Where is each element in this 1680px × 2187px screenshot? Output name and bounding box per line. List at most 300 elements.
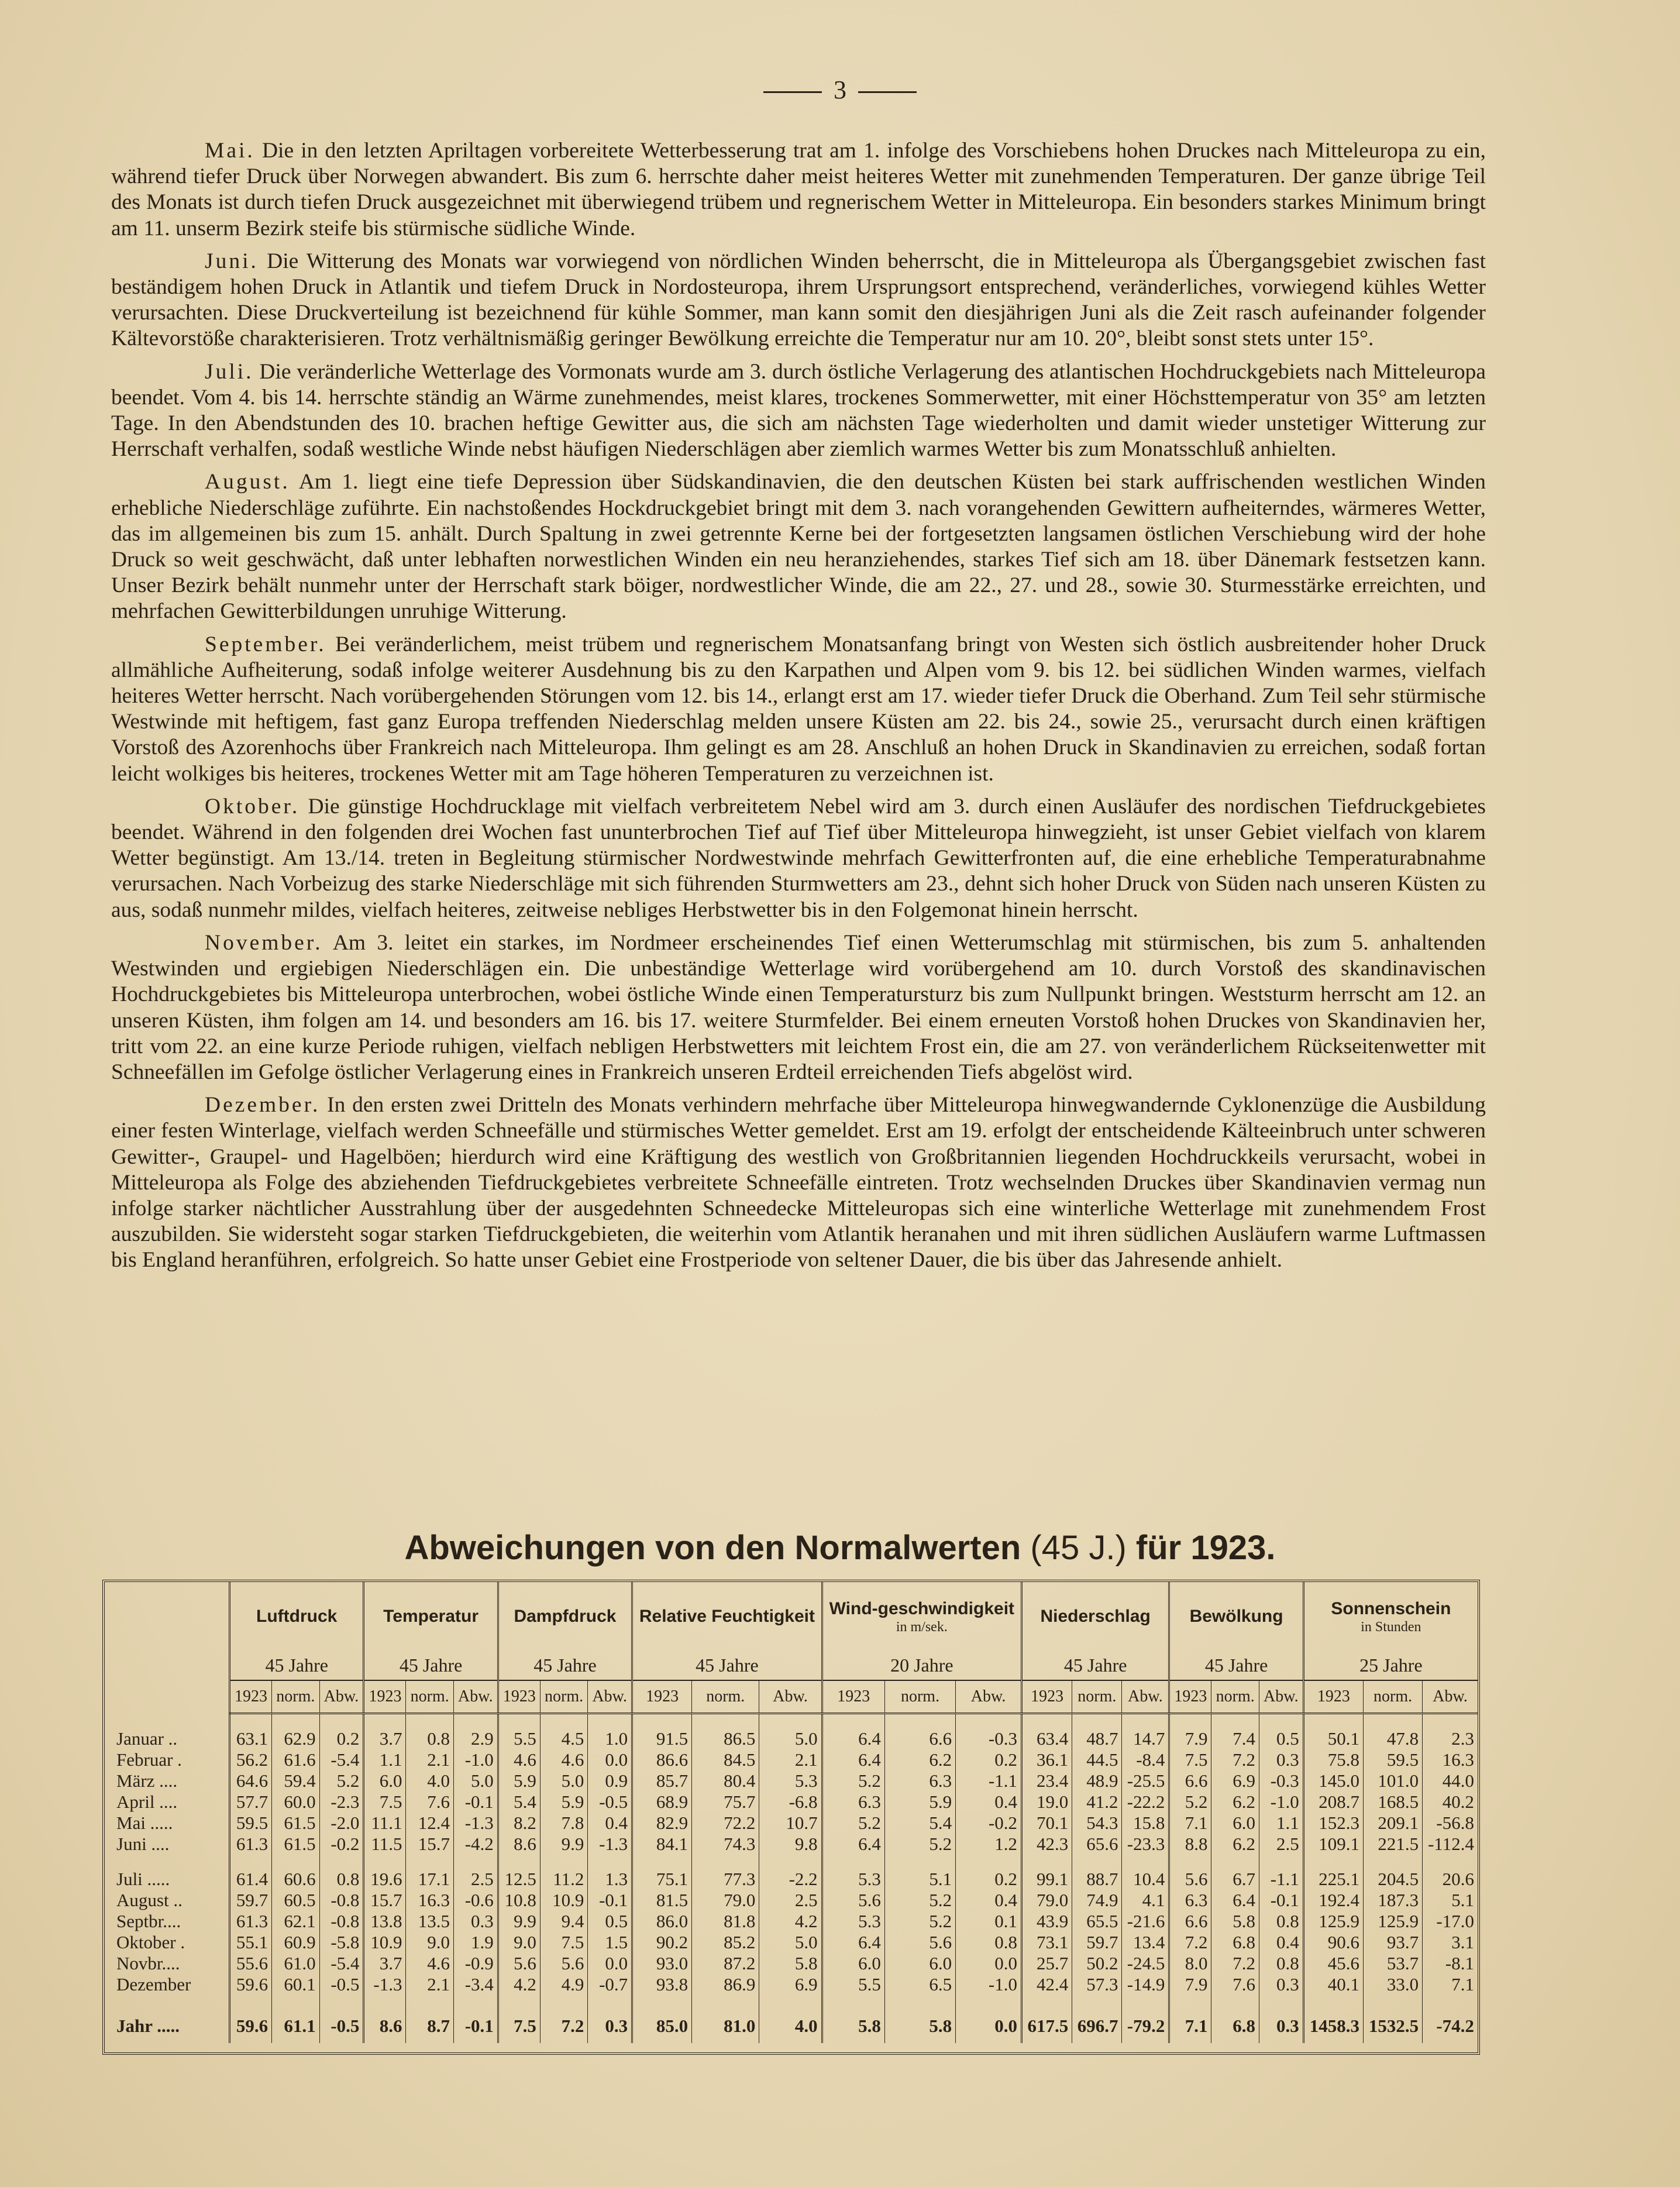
table-cell: 5.8	[759, 1953, 822, 1974]
table-cell: 57.7	[230, 1791, 272, 1813]
table-cell: 7.5	[364, 1791, 406, 1813]
table-cell: 8.0	[1169, 1953, 1211, 1974]
subcolumn-header: Abw.	[319, 1680, 364, 1714]
table-cell: 53.7	[1363, 1953, 1422, 1974]
table-cell: 86.0	[632, 1911, 692, 1932]
paragraph-text: Die veränderliche Wetterlage des Vormonats wurde am 3. durch östliche Verlagerung des atlantischen Hochdruckgebiets nach Mitteleuropa beendet. Vom 4. bis 14. herrschte ständig an Wärme zunehmendes, meist klares, trockenes Sommerwetter, mit einer Höchsttemperatur von 35° am letzten Tage. In den Abendstunden des 10. brachen heftige Gewitter aus, die sich am nächsten Tage wiederholten und damit wieder unstetiger Witterung zur Herrschaft verhalfen, sodaß westliche Winde nebst häufigen Niederschlägen aber ziemlich warmes Wetter bis zum Monatsschluß anhielten.	[111, 359, 1486, 462]
table-cell: 10.9	[364, 1932, 406, 1953]
table-cell: 9.8	[759, 1834, 822, 1855]
paragraph-text: Die in den letzten Apriltagen vorbereitete Wetterbesserung trat am 1. infolge des Vorschiebens hohen Druckes nach Mitteleuropa zu ein, während tiefer Druck über Norwegen abwandert. Bis zum 6. herrschte daher meist heiteres Wetter mit zunehmenden Temperaturen. Der ganze übrige Teil des Monats ist durch tiefen Druck ausgezeichnet mit überwiegend trübem und regnerischem Wetter in Mitteleuropa. Ein besonders starkes Minimum bringt am 11. unserm Bezirk steife bis stürmische südliche Winde.	[111, 139, 1486, 240]
table-cell: 0.3	[1259, 1749, 1303, 1770]
table-cell: 61.5	[272, 1813, 319, 1834]
table-cell: 74.9	[1072, 1890, 1122, 1911]
group-name: Niederschlag	[1040, 1607, 1151, 1626]
table-cell: 60.6	[272, 1869, 319, 1890]
table-cell: 1.5	[588, 1932, 632, 1953]
table-cell: 15.7	[406, 1834, 453, 1855]
table-cell: 5.3	[759, 1770, 822, 1791]
table-cell: 10.7	[759, 1813, 822, 1834]
table-cell: 5.8	[884, 2009, 955, 2043]
table-cell: 56.2	[230, 1749, 272, 1770]
table-cell: 6.4	[822, 1932, 884, 1953]
column-group-header	[1303, 1582, 1478, 1651]
table-row	[105, 1813, 1478, 1834]
table-cell: 0.4	[588, 1813, 632, 1834]
table-cell: 61.3	[230, 1911, 272, 1932]
paragraph-text: Am 1. liegt eine tiefe Depression über Südskandinavien, die den deutschen Küsten bei stark auffrischenden westlichen Winden erhebliche Niederschläge zuführte. Ein nachstoßendes Hockdruckgebiet bringt mit dem 3. nach vorangehenden Gewittern aufheiterndes, wärmeres Wetter, das im allgemeinen bis zum 15. anhält. Durch Spaltung in zwei getrennte Kerne bei der fortgesetzten langsamen östlichen Verschiebung wird der hohe Druck so weit geschwächt, daß unter lebhaften norwestlichen Winden ein neu heranziehendes, starkes Tief sich am 18. über Dänemark festsetzen kann. Unser Bezirk behält nunmehr unter der Herrschaft stark böiger, nordwestlicher Winde, die am 22., 27. und 28., sowie 30. Sturmesstärke erreichten, und mehrfachen Gewitterbildungen unruhige Witterung.	[111, 470, 1486, 624]
table-cell: -5.4	[319, 1749, 364, 1770]
table-cell: 5.8	[822, 2009, 884, 2043]
table-cell: -8.4	[1122, 1749, 1169, 1770]
table-cell: 1.1	[1259, 1813, 1303, 1834]
table-cell: -0.8	[319, 1890, 364, 1911]
subcolumn-header: norm.	[884, 1680, 955, 1714]
table-cell: -0.1	[1259, 1890, 1303, 1911]
table-cell: 109.1	[1303, 1834, 1363, 1855]
table-cell: 86.5	[692, 1728, 759, 1749]
table-cell: 6.0	[364, 1770, 406, 1791]
table-cell: 59.7	[1072, 1932, 1122, 1953]
paragraph	[111, 249, 1486, 352]
normal-period: 45 Jahre	[1021, 1651, 1169, 1680]
table-cell: 0.4	[956, 1890, 1022, 1911]
table-cell: 93.7	[1363, 1932, 1422, 1953]
table-cell: -22.2	[1122, 1791, 1169, 1813]
subcolumn-header: Abw.	[453, 1680, 498, 1714]
table-cell: -23.3	[1122, 1834, 1169, 1855]
table-cell: 6.3	[822, 1791, 884, 1813]
table-cell: 42.3	[1021, 1834, 1072, 1855]
table-cell: 84.1	[632, 1834, 692, 1855]
subcolumn-header: 1923	[632, 1680, 692, 1714]
table-cell: 99.1	[1021, 1869, 1072, 1890]
table-cell: 125.9	[1363, 1911, 1422, 1932]
table-cell: -21.6	[1122, 1911, 1169, 1932]
table-cell: 187.3	[1363, 1890, 1422, 1911]
table-cell: 5.0	[540, 1770, 587, 1791]
column-group-header	[1169, 1582, 1303, 1651]
table-cell: 0.0	[956, 1953, 1022, 1974]
table-cell: 0.5	[1259, 1728, 1303, 1749]
subcolumn-header: Abw.	[1259, 1680, 1303, 1714]
table-cell: -5.8	[319, 1932, 364, 1953]
subcolumn-header: norm.	[692, 1680, 759, 1714]
column-group-header	[498, 1582, 632, 1651]
table-cell: 5.6	[1169, 1869, 1211, 1890]
table-cell: 0.4	[1259, 1932, 1303, 1953]
table-cell: 15.8	[1122, 1813, 1169, 1834]
table-cell: -0.2	[956, 1813, 1022, 1834]
table-cell: 55.1	[230, 1932, 272, 1953]
table-cell: 168.5	[1363, 1791, 1422, 1813]
table-cell: -0.2	[319, 1834, 364, 1855]
table-cell: 12.5	[498, 1869, 540, 1890]
year-total-row	[105, 2009, 1478, 2043]
table-cell: 5.1	[884, 1869, 955, 1890]
table-cell: 696.7	[1072, 2009, 1122, 2043]
row-label: Dezember	[116, 1974, 191, 1995]
table-cell: 6.3	[884, 1770, 955, 1791]
row-label: August ..	[116, 1890, 183, 1910]
table-spacer	[105, 1855, 1478, 1869]
table-row	[105, 1869, 1478, 1890]
table-cell: 7.1	[1169, 2009, 1211, 2043]
group-name: Luftdruck	[256, 1607, 338, 1626]
row-label: Februar .	[116, 1749, 182, 1770]
page-number: 3	[0, 75, 1680, 105]
table-cell: -6.8	[759, 1791, 822, 1813]
table-cell: 0.3	[453, 1911, 498, 1932]
table-cell: 13.8	[364, 1911, 406, 1932]
table-cell: 0.0	[588, 1953, 632, 1974]
normal-period: 45 Jahre	[1169, 1651, 1303, 1680]
table-cell: 91.5	[632, 1728, 692, 1749]
table-cell: 0.8	[956, 1932, 1022, 1953]
subcolumn-header: norm.	[1072, 1680, 1122, 1714]
table-cell: 59.5	[230, 1813, 272, 1834]
table-cell: 4.0	[406, 1770, 453, 1791]
table-cell: -0.1	[453, 1791, 498, 1813]
paragraph	[111, 632, 1486, 787]
paragraph-text: In den ersten zwei Dritteln des Monats verhindern mehrfache über Mitteleuropa hinwegwandernde Cyklonenzüge die Ausbildung einer festen Winterlage, vielfach werden Schneefälle und stürmisches Wetter gemeldet. Erst am 19. erfolgt der entscheidende Kälteeinbruch unter schweren Gewitter-, Graupel- und Hagelböen; hierdurch wird eine Kräftigung des westlich von Großbritannien liegenden Hochdruckkeils verursacht, wobei in Mitteleuropa als Folge des abziehenden Tiefdruckgebietes verbreitete Schneefälle eintreten. Trotz wechselnden Druckes über Skandinavien vermag nun infolge starker nächtlicher Ausstrahlung über der ausgedehnten Schneedecke Mitteleuropas sich eine winterliche Wetterlage mit zunehmendem Frost auszubilden. Sie widersteht sogar starken Tiefdruckgebieten, die weiterhin vom Atlantik heranahen und mit ihren südlichen Ausläufern warme Luftmassen bis England heranführen, erfolgreich. So hatte unser Gebiet eine Frostperiode von seltener Dauer, die bis über das Jahresende anhielt.	[111, 1093, 1486, 1273]
table-cell: 14.7	[1122, 1728, 1169, 1749]
normal-period: 20 Jahre	[822, 1651, 1021, 1680]
table-cell: 84.5	[692, 1749, 759, 1770]
table-cell: 81.8	[692, 1911, 759, 1932]
table-cell: 6.9	[759, 1974, 822, 1995]
table-cell: 6.4	[822, 1749, 884, 1770]
table-cell: 0.4	[956, 1791, 1022, 1813]
table-cell: 0.8	[406, 1728, 453, 1749]
table-cell: -0.5	[319, 2009, 364, 2043]
column-group-header	[1021, 1582, 1169, 1651]
table-title: Abweichungen von den Normalwerten (45 J.) für 1923.	[404, 1529, 1276, 1567]
table-cell: 7.1	[1423, 1974, 1478, 1995]
table-cell: 81.5	[632, 1890, 692, 1911]
table-cell: 4.1	[1122, 1890, 1169, 1911]
deviation-table-frame	[102, 1580, 1480, 2055]
row-label: Jahr .....	[116, 2016, 180, 2036]
table-cell: 7.6	[406, 1791, 453, 1813]
table-cell: 6.6	[884, 1728, 955, 1749]
table-cell: 6.2	[1211, 1791, 1259, 1813]
table-spacer	[105, 1714, 1478, 1729]
table-cell: 145.0	[1303, 1770, 1363, 1791]
table-cell: 0.8	[1259, 1911, 1303, 1932]
table-cell: 5.2	[884, 1890, 955, 1911]
table-cell: 79.0	[1021, 1890, 1072, 1911]
table-cell: 4.9	[540, 1974, 587, 1995]
table-cell: 48.7	[1072, 1728, 1122, 1749]
table-cell: 7.5	[1169, 1749, 1211, 1770]
table-cell: 5.6	[540, 1953, 587, 1974]
table-cell: 6.9	[1211, 1770, 1259, 1791]
table-cell: 2.5	[1259, 1834, 1303, 1855]
table-cell: 6.8	[1211, 2009, 1259, 2043]
body-text	[111, 138, 1486, 1281]
table-cell: 5.3	[822, 1869, 884, 1890]
table-cell: 5.9	[498, 1770, 540, 1791]
table-cell: 0.5	[588, 1911, 632, 1932]
table-cell: -1.0	[453, 1749, 498, 1770]
table-cell: 5.0	[759, 1728, 822, 1749]
table-cell: -0.3	[1259, 1770, 1303, 1791]
subcolumn-header: 1923	[1021, 1680, 1072, 1714]
table-cell: 9.9	[540, 1834, 587, 1855]
table-cell: 45.6	[1303, 1953, 1363, 1974]
table-cell: -24.5	[1122, 1953, 1169, 1974]
table-cell: 7.2	[1169, 1932, 1211, 1953]
table-cell: -1.3	[364, 1974, 406, 1995]
table-cell: 0.2	[319, 1728, 364, 1749]
subcolumn-header: Abw.	[1122, 1680, 1169, 1714]
table-cell: -1.1	[1259, 1869, 1303, 1890]
table-cell: 8.8	[1169, 1834, 1211, 1855]
group-name: Temperatur	[383, 1607, 478, 1626]
table-cell: 5.0	[759, 1932, 822, 1953]
table-cell: 0.8	[319, 1869, 364, 1890]
table-cell: 7.9	[1169, 1728, 1211, 1749]
table-cell: 7.2	[1211, 1749, 1259, 1770]
table-cell: -0.7	[588, 1974, 632, 1995]
table-cell: 75.7	[692, 1791, 759, 1813]
table-cell: 2.9	[453, 1728, 498, 1749]
paragraph-text: Die Witterung des Monats war vorwiegend von nördlichen Winden beherrscht, die in Mitteleuropa als Übergangsgebiet zwischen fast beständigem hohen Druck in Atlantik und tiefem Druck in Nordosteuropa, ihrem Ursprungsort entsprechend, veränderliches, vorwiegend kühles Wetter verursachten. Diese Druckverteilung ist bezeichnend für kühle Sommer, man kann somit den diesjährigen Juni als die Zeit rasch aufeinander folgender Kältevorstöße charakterisieren. Trotz verhältnismäßig geringer Bewölkung erreichte die Temperatur nur am 10. 20°, bleibt sonst stets unter 15°.	[111, 249, 1486, 351]
table-cell: 57.3	[1072, 1974, 1122, 1995]
table-row	[105, 1953, 1478, 1974]
table-row	[105, 1728, 1478, 1749]
table-cell: 64.6	[230, 1770, 272, 1791]
table-cell: 60.1	[272, 1974, 319, 1995]
table-cell: 2.5	[453, 1869, 498, 1890]
subcolumn-header: norm.	[272, 1680, 319, 1714]
table-cell: -2.2	[759, 1869, 822, 1890]
table-cell: -2.0	[319, 1813, 364, 1834]
table-cell: 5.2	[822, 1770, 884, 1791]
table-cell: 42.4	[1021, 1974, 1072, 1995]
row-label: März ....	[116, 1770, 178, 1791]
table-cell: -1.0	[956, 1974, 1022, 1995]
table-cell: 6.7	[1211, 1869, 1259, 1890]
table-cell: 60.5	[272, 1890, 319, 1911]
paragraph-text: Die günstige Hochdrucklage mit vielfach verbreitetem Nebel wird am 3. durch einen Ausläufer des nordischen Tiefdruckgebietes beendet. Während in den folgenden drei Wochen fast ununterbrochen Tief auf Tief über Mitteleuropa hinwegzieht, ist unser Gebiet vielfach von klarem Wetter begünstigt. Am 13./14. treten in Begleitung stürmischer Nordwestwinde mehrfach Gewitterfronten auf, die eine erhebliche Temperaturabnahme verursachen. Nach Vorbeizug des starke Niederschläge mit sich führenden Sturmwetters am 23., dehnt sich hoher Druck von Süden nach unseren Küsten zu aus, sodaß nunmehr mildes, vielfach heiteres, zeitweise nebliges Herbstwetter bis in den Folgemonat hinein herrscht.	[111, 794, 1486, 922]
table-cell: -112.4	[1423, 1834, 1478, 1855]
table-cell: 11.1	[364, 1813, 406, 1834]
table-cell: 54.3	[1072, 1813, 1122, 1834]
table-cell: 5.9	[540, 1791, 587, 1813]
table-cell: 62.9	[272, 1728, 319, 1749]
table-cell: 59.6	[230, 1974, 272, 1995]
table-cell: 15.7	[364, 1890, 406, 1911]
paragraph	[111, 794, 1486, 923]
table-cell: -0.6	[453, 1890, 498, 1911]
table-cell: 50.1	[1303, 1728, 1363, 1749]
table-cell: 0.9	[588, 1770, 632, 1791]
table-cell: -17.0	[1423, 1911, 1478, 1932]
normal-period: 25 Jahre	[1303, 1651, 1478, 1680]
table-cell: 7.5	[498, 2009, 540, 2043]
table-cell: 6.0	[822, 1953, 884, 1974]
table-cell: 10.9	[540, 1890, 587, 1911]
table-cell: -1.3	[588, 1834, 632, 1855]
group-name: Wind-geschwindigkeit	[829, 1599, 1015, 1618]
table-row	[105, 1911, 1478, 1932]
table-cell: 6.6	[1169, 1911, 1211, 1932]
table-cell: 617.5	[1021, 2009, 1072, 2043]
table-cell: 2.5	[759, 1890, 822, 1911]
table-cell: 65.6	[1072, 1834, 1122, 1855]
table-cell: 2.1	[406, 1974, 453, 1995]
table-cell: -0.5	[319, 1974, 364, 1995]
table-cell: 7.4	[1211, 1728, 1259, 1749]
table-cell: -0.5	[588, 1791, 632, 1813]
table-cell: 152.3	[1303, 1813, 1363, 1834]
table-cell: 40.2	[1423, 1791, 1478, 1813]
table-cell: -79.2	[1122, 2009, 1169, 2043]
table-cell: 7.5	[540, 1932, 587, 1953]
table-cell: 5.2	[822, 1813, 884, 1834]
table-cell: 43.9	[1021, 1911, 1072, 1932]
table-cell: 6.3	[1169, 1890, 1211, 1911]
paragraph	[111, 359, 1486, 463]
month-heading: November.	[205, 930, 323, 955]
subcolumn-header: norm.	[1363, 1680, 1422, 1714]
table-cell: 4.2	[759, 1911, 822, 1932]
table-cell: 9.9	[498, 1911, 540, 1932]
table-cell: 3.1	[1423, 1932, 1478, 1953]
table-cell: 59.5	[1363, 1749, 1422, 1770]
paragraph	[111, 469, 1486, 624]
table-row	[105, 1974, 1478, 1995]
table-cell: 61.1	[272, 2009, 319, 2043]
table-cell: 1532.5	[1363, 2009, 1422, 2043]
table-cell: 16.3	[406, 1890, 453, 1911]
table-cell: 4.6	[540, 1749, 587, 1770]
table-cell: -1.1	[956, 1770, 1022, 1791]
table-cell: 101.0	[1363, 1770, 1422, 1791]
table-cell: 33.0	[1363, 1974, 1422, 1995]
table-cell: 87.2	[692, 1953, 759, 1974]
table-cell: -14.9	[1122, 1974, 1169, 1995]
table-cell: 82.9	[632, 1813, 692, 1834]
table-cell: 59.6	[230, 2009, 272, 2043]
table-row	[105, 1932, 1478, 1953]
table-cell: 36.1	[1021, 1749, 1072, 1770]
table-cell: -1.3	[453, 1813, 498, 1834]
subcolumn-header: norm.	[540, 1680, 587, 1714]
table-cell: -0.9	[453, 1953, 498, 1974]
table-cell: 7.2	[1211, 1953, 1259, 1974]
table-cell: 61.4	[230, 1869, 272, 1890]
table-cell: 5.2	[319, 1770, 364, 1791]
table-cell: 77.3	[692, 1869, 759, 1890]
table-cell: 60.9	[272, 1932, 319, 1953]
table-cell: -25.5	[1122, 1770, 1169, 1791]
table-cell: 88.7	[1072, 1869, 1122, 1890]
table-cell: 6.2	[1211, 1834, 1259, 1855]
month-heading: Mai.	[205, 139, 255, 163]
table-cell: 6.8	[1211, 1932, 1259, 1953]
month-heading: Dezember.	[205, 1093, 321, 1117]
subcolumn-header: Abw.	[956, 1680, 1022, 1714]
table-cell: 1.1	[364, 1749, 406, 1770]
table-cell: 6.0	[1211, 1813, 1259, 1834]
table-cell: 2.1	[406, 1749, 453, 1770]
subcolumn-header: Abw.	[759, 1680, 822, 1714]
table-row	[105, 1791, 1478, 1813]
row-label: Juli .....	[116, 1869, 170, 1889]
table-cell: 3.7	[364, 1728, 406, 1749]
table-cell: 5.4	[884, 1813, 955, 1834]
table-cell: -8.1	[1423, 1953, 1478, 1974]
table-cell: 7.9	[1169, 1974, 1211, 1995]
table-cell: 5.9	[884, 1791, 955, 1813]
subcolumn-header: Abw.	[588, 1680, 632, 1714]
table-cell: 75.8	[1303, 1749, 1363, 1770]
normal-period: 45 Jahre	[364, 1651, 498, 1680]
table-cell: -56.8	[1423, 1813, 1478, 1834]
table-cell: 11.5	[364, 1834, 406, 1855]
column-group-header	[364, 1582, 498, 1651]
table-cell: 204.5	[1363, 1869, 1422, 1890]
table-cell: 25.7	[1021, 1953, 1072, 1974]
table-cell: 5.4	[498, 1791, 540, 1813]
table-cell: 40.1	[1303, 1974, 1363, 1995]
row-label: Mai .....	[116, 1813, 173, 1833]
group-unit: in Stunden	[1361, 1619, 1421, 1635]
table-cell: 48.9	[1072, 1770, 1122, 1791]
table-cell: 3.7	[364, 1953, 406, 1974]
table-row	[105, 1749, 1478, 1770]
table-cell: 17.1	[406, 1869, 453, 1890]
table-cell: 4.5	[540, 1728, 587, 1749]
column-group-header	[230, 1582, 364, 1651]
table-cell: 61.3	[230, 1834, 272, 1855]
paragraph	[111, 138, 1486, 242]
table-cell: 5.0	[453, 1770, 498, 1791]
table-cell: 16.3	[1423, 1749, 1478, 1770]
table-cell: 4.0	[759, 2009, 822, 2043]
table-cell: 13.5	[406, 1911, 453, 1932]
group-name: Sonnenschein	[1331, 1599, 1451, 1618]
table-cell: 2.1	[759, 1749, 822, 1770]
table-cell: 208.7	[1303, 1791, 1363, 1813]
table-cell: 1.3	[588, 1869, 632, 1890]
row-label: Juni ....	[116, 1834, 170, 1854]
table-cell: 9.0	[406, 1932, 453, 1953]
table-cell: 75.1	[632, 1869, 692, 1890]
subcolumn-header: norm.	[1211, 1680, 1259, 1714]
column-group-header	[822, 1582, 1021, 1651]
table-cell: 7.2	[540, 2009, 587, 2043]
table-cell: 93.8	[632, 1974, 692, 1995]
table-cell: 0.0	[588, 1749, 632, 1770]
table-cell: -5.4	[319, 1953, 364, 1974]
row-label: Novbr....	[116, 1953, 180, 1973]
table-cell: 8.7	[406, 2009, 453, 2043]
table-cell: 72.2	[692, 1813, 759, 1834]
table-cell: 74.3	[692, 1834, 759, 1855]
table-cell: 62.1	[272, 1911, 319, 1932]
table-cell: 8.2	[498, 1813, 540, 1834]
table-cell: 11.2	[540, 1869, 587, 1890]
table-row	[105, 1770, 1478, 1791]
table-cell: 192.4	[1303, 1890, 1363, 1911]
table-cell: 4.2	[498, 1974, 540, 1995]
table-cell: 55.6	[230, 1953, 272, 1974]
table-cell: 7.1	[1169, 1813, 1211, 1834]
table-cell: 44.5	[1072, 1749, 1122, 1770]
